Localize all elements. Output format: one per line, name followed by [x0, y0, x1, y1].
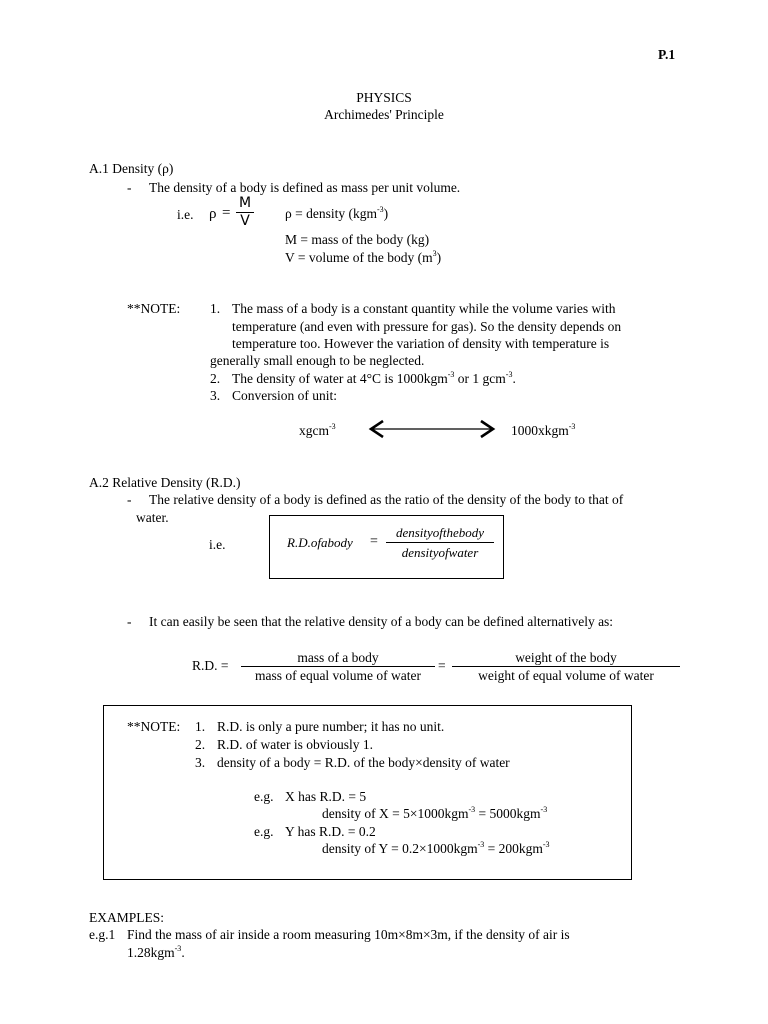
note2-eg1-line2	[322, 807, 547, 821]
note2-eg2-text-a: density of Y = 0.2×1000kgm	[322, 841, 478, 856]
a1-equals: =	[222, 205, 231, 221]
note1-item2	[232, 372, 516, 386]
a1-rho-symbol: ρ	[209, 206, 217, 222]
note2-item3: density of a body = R.D. of the body×density of water	[217, 755, 510, 770]
alt-definition-text: It can easily be seen that the relative density of a body can be defined alternatively as:	[149, 614, 614, 629]
note1-item1-number: 1.	[210, 301, 221, 316]
example1-line1: Find the mass of air inside a room measuring 10m×8m×3m, if the density of air is	[127, 927, 570, 942]
alt-formula-denominator2: weight of equal volume of water	[478, 668, 654, 683]
note1-item3-number: 3.	[210, 388, 221, 403]
example1-line2	[127, 946, 185, 960]
a1-fraction-denominator: V	[240, 213, 250, 229]
note2-eg2-exp1: -3	[477, 840, 485, 849]
conversion-right	[511, 424, 575, 438]
note1-item1-line2: temperature (and even with pressure for gas). So the density depends on	[232, 319, 622, 334]
conversion-left	[299, 424, 336, 438]
rd-formula-numerator: densityofthebody	[395, 525, 485, 540]
rd-formula-fraction-bar	[386, 542, 494, 543]
alt-formula-numerator1: mass of a body	[297, 650, 379, 665]
note1-label: **NOTE:	[127, 301, 181, 316]
a1-fraction-numerator: M	[238, 195, 252, 211]
alt-formula-denominator1: mass of equal volume of water	[254, 668, 422, 683]
alt-bullet-dash: -	[127, 614, 132, 629]
note2-eg2-exp2: -3	[542, 840, 550, 849]
alt-formula-bar1	[241, 666, 435, 667]
note1-item1-line1: The mass of a body is a constant quantity while the volume varies with	[232, 301, 616, 316]
note1-item1-line4: generally small enough to be neglected.	[210, 353, 425, 368]
rd-formula-equals: =	[370, 534, 378, 549]
note2-eg2-label: e.g.	[254, 824, 274, 839]
a2-definition-line2: water.	[136, 510, 169, 525]
section-a1-heading: A.1 Density (ρ)	[89, 161, 174, 176]
conversion-right-text: 1000xkgm	[511, 423, 569, 438]
example1-line2-text: 1.28kgm	[127, 945, 175, 960]
note1-item2-exp1: -3	[447, 370, 455, 379]
note2-item1-number: 1.	[195, 719, 206, 734]
note1-item2-text-a: The density of water at 4°C is 1000kgm	[232, 371, 448, 386]
note2-eg1-exp2: -3	[540, 805, 548, 814]
double-arrow-icon	[367, 418, 497, 440]
note2-eg1-label: e.g.	[254, 789, 274, 804]
a1-rho-definition-end: )	[383, 206, 389, 221]
a1-rho-definition-exp: -3	[376, 205, 384, 214]
note2-label: **NOTE:	[127, 719, 181, 734]
a1-v-definition-end: )	[436, 250, 442, 265]
a1-bullet-dash: -	[127, 180, 132, 195]
conversion-left-text: xgcm	[299, 423, 329, 438]
a1-definition: The density of a body is defined as mass per unit volume.	[149, 180, 461, 195]
a2-bullet-dash: -	[127, 492, 132, 507]
note1-item2-number: 2.	[210, 371, 221, 386]
note2-eg2-line2	[322, 842, 550, 856]
note1-item1-line3: temperature too. However the variation of density with temperature is	[232, 336, 610, 351]
a2-definition-line1: The relative density of a body is defined as the ratio of the density of the body to that of	[149, 492, 624, 507]
a1-rho-definition	[285, 207, 388, 221]
note1-item3: Conversion of unit:	[232, 388, 337, 403]
a1-ie-label: i.e.	[177, 207, 194, 222]
note2-item3-number: 3.	[195, 755, 206, 770]
a1-m-definition: M = mass of the body (kg)	[285, 232, 430, 247]
note2-eg2-line1: Y has R.D. = 0.2	[285, 824, 376, 839]
conversion-right-exp: -3	[568, 422, 576, 431]
rd-formula-lhs: R.D.ofabody	[287, 535, 353, 550]
note1-item2-exp2: -3	[505, 370, 513, 379]
note2-item2: R.D. of water is obviously 1.	[217, 737, 373, 752]
note1-item2-text-c: .	[512, 371, 516, 386]
example1-line2-exp: -3	[174, 944, 182, 953]
page-title: PHYSICS	[356, 90, 412, 105]
page-subtitle: Archimedes' Principle	[324, 107, 444, 122]
conversion-left-exp: -3	[329, 422, 336, 431]
a1-v-definition	[285, 251, 441, 265]
a1-v-definition-exp: 3	[432, 249, 437, 258]
note2-item1: R.D. is only a pure number; it has no unit.	[217, 719, 445, 734]
alt-formula-numerator2: weight of the body	[515, 650, 617, 665]
a2-ie-label: i.e.	[209, 537, 226, 552]
example1-line2-end: .	[181, 945, 185, 960]
note2-eg1-text-a: density of X = 5×1000kgm	[322, 806, 469, 821]
a1-rho-definition-text: ρ = density (kgm	[285, 206, 377, 221]
note1-item2-text-b: or 1 gcm	[454, 371, 506, 386]
alt-formula-equals2: =	[438, 658, 446, 673]
page-number: P.1	[658, 47, 676, 62]
alt-formula-lhs: R.D. =	[192, 658, 229, 673]
note2-eg1-text-b: = 5000kgm	[475, 806, 541, 821]
rd-formula-denominator: densityofwater	[401, 545, 479, 560]
a1-v-definition-text: V = volume of the body (m	[285, 250, 433, 265]
section-a2-heading: A.2 Relative Density (R.D.)	[89, 475, 241, 490]
note2-eg1-exp1: -3	[468, 805, 476, 814]
alt-formula-bar2	[452, 666, 680, 667]
example1-label: e.g.1	[89, 927, 116, 942]
examples-heading: EXAMPLES:	[89, 910, 165, 925]
note2-item2-number: 2.	[195, 737, 206, 752]
note2-eg1-line1: X has R.D. = 5	[285, 789, 367, 804]
note2-eg2-text-b: = 200kgm	[484, 841, 543, 856]
